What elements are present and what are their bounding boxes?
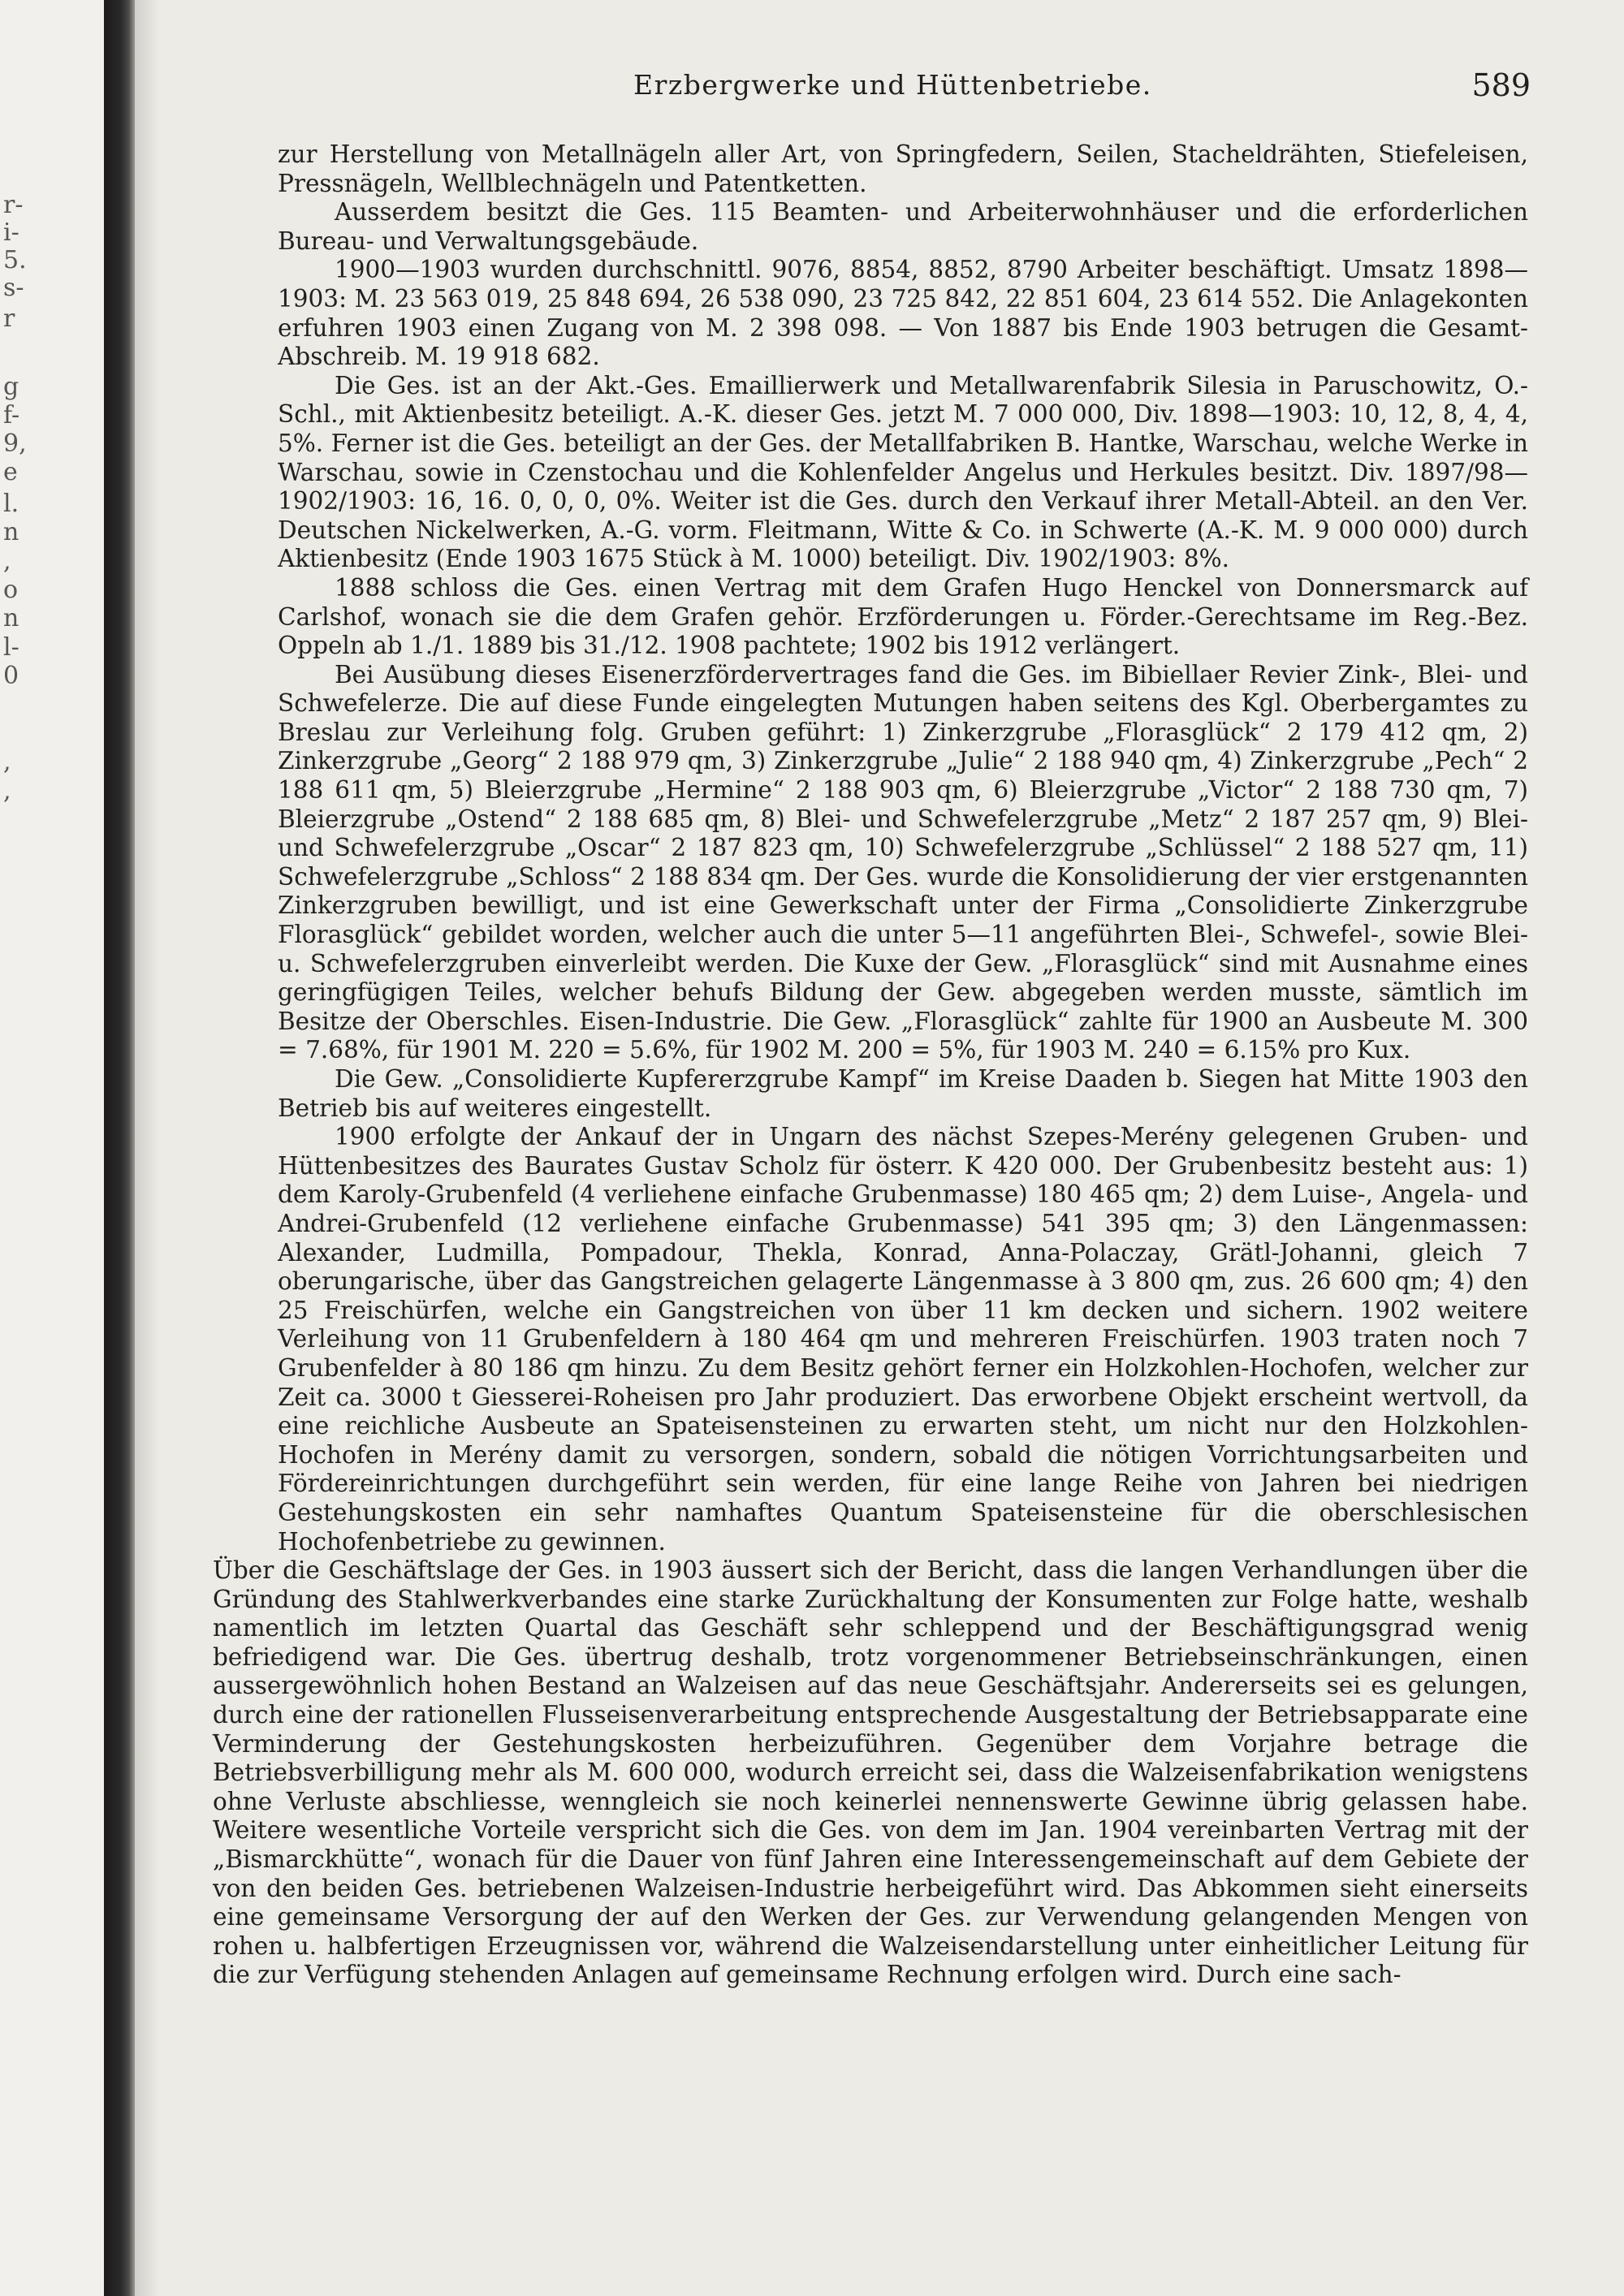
margin-fragment: r- [3, 191, 24, 219]
margin-fragment: f- [3, 401, 20, 429]
running-head: Erzbergwerke und Hüttenbetriebe. [633, 69, 1152, 101]
margin-fragment: n [3, 518, 19, 546]
paragraph: zur Herstellung von Metallnägeln aller Art, von Springfedern, Seilen, Stacheldrähten, Stiefeleisen, Pressnägeln, Wellblechnägeln und Patentketten. [278, 140, 1528, 197]
margin-fragment: 9, [3, 429, 27, 458]
paragraph: Die Ges. ist an der Akt.-Ges. Emaillierwerk und Metallwarenfabrik Silesia in Paruschowitz, O.-Schl., mit Aktienbesitz beteiligt. A.-K. dieser Ges. jetzt M. 7 000 000, Div. 1898—1903: 10, 12, 8, 4, 4, 5%. Ferner ist die Ges. beteiligt an der Ges. der Metallfabriken B. Hantke, Warschau, welche Werke in Warschau, sowie in Czenstochau und die Kohlenfelder Angelus und Herkules besitzt. Div. 1897/98—1902/1903: 16, 16. 0, 0, 0, 0%. Weiter ist die Ges. durch den Verkauf ihrer Metall-Abteil. an den Ver. Deutschen Nickelwerken, A.-G. vorm. Fleitmann, Witte & Co. in Schwerte (A.-K. M. 9 000 000) durch Aktienbesitz (Ende 1903 1675 Stück à M. 1000) beteiligt. Div. 1902/1903: 8%. [278, 371, 1528, 573]
facing-page-margin [0, 0, 104, 2296]
margin-fragment: n [3, 604, 19, 632]
book-spine [104, 0, 135, 2296]
paragraph: 1900 erfolgte der Ankauf der in Ungarn des nächst Szepes-Merény gelegenen Gruben- und Hüttenbesitzes des Baurates Gustav Scholz für österr. K 420 000. Der Grubenbesitz besteht aus: 1) dem Karoly-Grubenfeld (4 verliehene einfache Grubenmasse) 180 465 qm; 2) dem Luise-, Angela- und Andrei-Grubenfeld (12 verliehene einfache Grubenmasse) 541 395 qm; 3) den Längenmassen: Alexander, Ludmilla, Pompadour, Thekla, Konrad, Anna-Polaczay, Grätl-Johanni, gleich 7 oberungarische, über das Gangstreichen gelagerte Längenmasse à 3 800 qm, zus. 26 600 qm; 4) den 25 Freischürfen, welche ein Gangstreichen von über 11 km decken und sichern. 1902 weitere Verleihung von 11 Grubenfeldern à 180 464 qm und mehreren Freischürfen. 1903 traten noch 7 Grubenfelder à 80 186 qm hinzu. Zu dem Besitz gehört ferner ein Holzkohlen-Hochofen, welcher zur Zeit ca. 3000 t Giesserei-Roheisen pro Jahr produziert. Das erworbene Objekt erscheint wertvoll, da eine reichliche Ausbeute an Spateisensteinen zu erwarten steht, um nicht nur den Holzkohlen-Hochofen in Merény damit zu versorgen, sondern, sobald die nötigen Vorrichtungsarbeiten und Fördereinrichtungen durchgeführt sein werden, für eine lange Reihe von Jahren bei niedrigen Gestehungskosten ein sehr namhaftes Quantum Spateisensteine für die oberschlesischen Hochofenbetriebe zu gewinnen. [278, 1123, 1528, 1556]
margin-fragment: o [3, 576, 19, 604]
margin-fragment: e [3, 458, 18, 486]
margin-fragment: , [3, 748, 11, 776]
paragraph: Ausserdem besitzt die Ges. 115 Beamten- und Arbeiterwohnhäuser und die erforderlichen Bureau- und Verwaltungsgebäude. [278, 198, 1528, 255]
paragraph: Bei Ausübung dieses Eisenerzfördervertrages fand die Ges. im Bibiellaer Revier Zink-, Blei- und Schwefelerze. Die auf diese Funde eingelegten Mutungen haben seitens des Kgl. Oberbergamtes zu Breslau zur Verleihung folg. Gruben geführt: 1) Zinkerzgrube „Florasglück“ 2 179 412 qm, 2) Zinkerzgrube „Georg“ 2 188 979 qm, 3) Zinkerzgrube „Julie“ 2 188 940 qm, 4) Zinkerzgrube „Pech“ 2 188 611 qm, 5) Bleierzgrube „Hermine“ 2 188 903 qm, 6) Bleierzgrube „Victor“ 2 188 730 qm, 7) Bleierzgrube „Ostend“ 2 188 685 qm, 8) Blei- und Schwefelerzgrube „Metz“ 2 187 257 qm, 9) Blei- und Schwefelerzgrube „Oscar“ 2 187 823 qm, 10) Schwefelerzgrube „Schlüssel“ 2 188 527 qm, 11) Schwefelerzgrube „Schloss“ 2 188 834 qm. Der Ges. wurde die Konsolidierung der vier erstgenannten Zinkerzgruben bewilligt, und ist eine Gewerkschaft unter der Firma „Consolidierte Zinkerzgrube Florasglück“ gebildet worden, welcher auch die unter 5—11 angeführten Blei-, Schwefel-, sowie Blei- u. Schwefelerzgruben einverleibt werden. Die Kuxe der Gew. „Florasglück“ sind mit Ausnahme eines geringfügigen Teiles, welcher behufs Bildung der Gew. abgegeben werden musste, sämtlich im Besitze der Oberschles. Eisen-Industrie. Die Gew. „Florasglück“ zahlte für 1900 an Ausbeute M. 300 = 7.68%, für 1901 M. 220 = 5.6%, für 1902 M. 200 = 5%, für 1903 M. 240 = 6.15% pro Kux. [278, 660, 1528, 1064]
margin-fragment: l. [3, 490, 19, 518]
margin-fragment: s- [3, 274, 24, 302]
paragraph: Die Gew. „Consolidierte Kupfererzgrube Kampf“ im Kreise Daaden b. Siegen hat Mitte 1903 den Betrieb bis auf weiteres eingestellt. [278, 1065, 1528, 1122]
body-text [213, 140, 1528, 1990]
paragraph: Über die Geschäftslage der Ges. in 1903 äussert sich der Bericht, dass die langen Verhandlungen über die Gründung des Stahlwerkverbandes eine starke Zurückhaltung der Konsumenten zur Folge hatte, weshalb namentlich im letzten Quartal das Geschäft sehr schleppend und der Beschäftigungsgrad wenig befriedigend war. Die Ges. übertrug deshalb, trotz vorgenommener Betriebseinschränkungen, einen aussergewöhnlich hohen Bestand an Walzeisen auf das neue Geschäftsjahr. Andererseits sei es gelungen, durch eine der rationellen Flusseisenverarbeitung entsprechende Ausgestaltung der Betriebsapparate eine Verminderung der Gestehungskosten herbeizuführen. Gegenüber dem Vorjahre betrage die Betriebsverbilligung mehr als M. 600 000, wodurch erreicht sei, dass die Walzeisenfabrikation wenigstens ohne Verluste abschliesse, wenngleich sie noch keinerlei nennenswerte Gewinne übrig gelassen habe. Weitere wesentliche Vorteile verspricht sich die Ges. von dem im Jan. 1904 vereinbarten Vertrag mit der „Bismarckhütte“, wonach für die Dauer von fünf Jahren eine Interessengemeinschaft auf dem Gebiete der von den beiden Ges. betriebenen Walzeisen-Industrie herbeigeführt wird. Das Abkommen sieht einerseits eine gemeinsame Versorgung der auf den Werken der Ges. zur Verwendung gelangenden Mengen von rohen u. halbfertigen Erzeugnissen vor, während die Walzeisendarstellung unter einheitlicher Leitung für die zur Verfügung stehenden Anlagen auf gemeinsame Rechnung erfolgen wird. Durch eine sach- [213, 1556, 1528, 1989]
page-header [276, 69, 1531, 110]
gutter-shadow [135, 0, 159, 2296]
page-number: 589 [1471, 67, 1531, 103]
margin-fragment: , [3, 547, 11, 576]
margin-fragment: 5. [3, 246, 27, 274]
margin-fragment: i- [3, 218, 19, 247]
margin-fragment: 0 [3, 662, 19, 690]
margin-fragment: g [3, 373, 19, 401]
margin-fragment: , [3, 777, 11, 805]
paragraph: 1888 schloss die Ges. einen Vertrag mit dem Grafen Hugo Henckel von Donnersmarck auf Carlshof, wonach sie die dem Grafen gehör. Erzförderungen u. Förder.-Gerechtsame im Reg.-Bez. Oppeln ab 1./1. 1889 bis 31./12. 1908 pachtete; 1902 bis 1912 verlängert. [278, 573, 1528, 660]
margin-fragment: r [3, 304, 15, 333]
margin-fragment: l- [3, 633, 19, 662]
paragraph: 1900—1903 wurden durchschnittl. 9076, 8854, 8852, 8790 Arbeiter beschäftigt. Umsatz 1898—1903: M. 23 563 019, 25 848 694, 26 538 090, 23 725 842, 22 851 604, 23 614 552. Die Anlagekonten erfuhren 1903 einen Zugang von M. 2 398 098. — Von 1887 bis Ende 1903 betrugen die Gesamt-Abschreib. M. 19 918 682. [278, 256, 1528, 371]
